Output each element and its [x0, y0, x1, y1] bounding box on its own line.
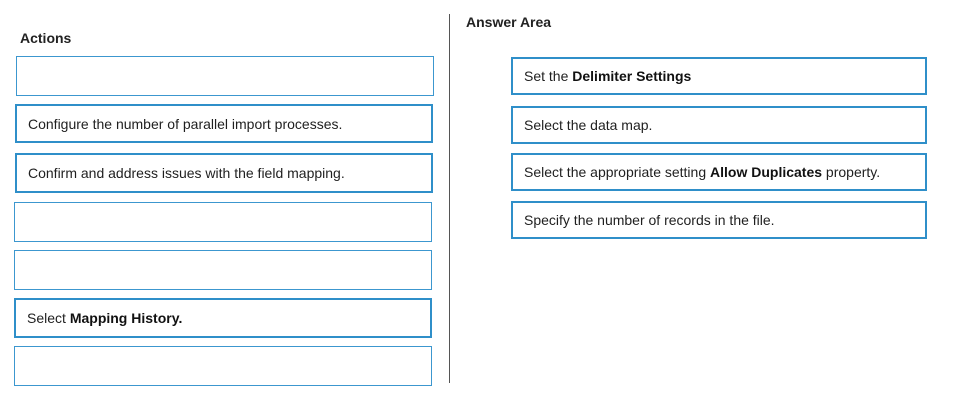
column-divider: [449, 14, 450, 383]
answer-label: Select the data map.: [524, 117, 653, 133]
action-label: Confirm and address issues with the field mapping.: [28, 165, 345, 181]
empty-action-slot: [14, 202, 432, 242]
action-label: Select Mapping History.: [27, 310, 183, 326]
answer-set-delimiter-settings[interactable]: [511, 57, 927, 95]
empty-action-slot: [14, 250, 432, 290]
empty-action-slot: [16, 56, 434, 96]
answer-area-heading: Answer Area: [466, 14, 552, 30]
action-select-mapping-history[interactable]: [14, 298, 432, 338]
answer-label: Set the Delimiter Settings: [524, 68, 692, 84]
empty-action-slot: [14, 346, 432, 386]
actions-heading: Actions: [20, 30, 72, 46]
action-configure-parallel-import[interactable]: [15, 104, 433, 143]
answer-label: Select the appropriate setting Allow Duplicates property.: [524, 164, 881, 180]
action-label: Configure the number of parallel import processes.: [28, 115, 343, 132]
action-confirm-field-mapping[interactable]: [15, 153, 433, 193]
answer-select-data-map[interactable]: [511, 106, 927, 144]
answer-specify-number-of-records[interactable]: [511, 201, 927, 239]
answer-label: Specify the number of records in the file.: [524, 212, 775, 228]
answer-allow-duplicates-setting[interactable]: [511, 153, 927, 191]
